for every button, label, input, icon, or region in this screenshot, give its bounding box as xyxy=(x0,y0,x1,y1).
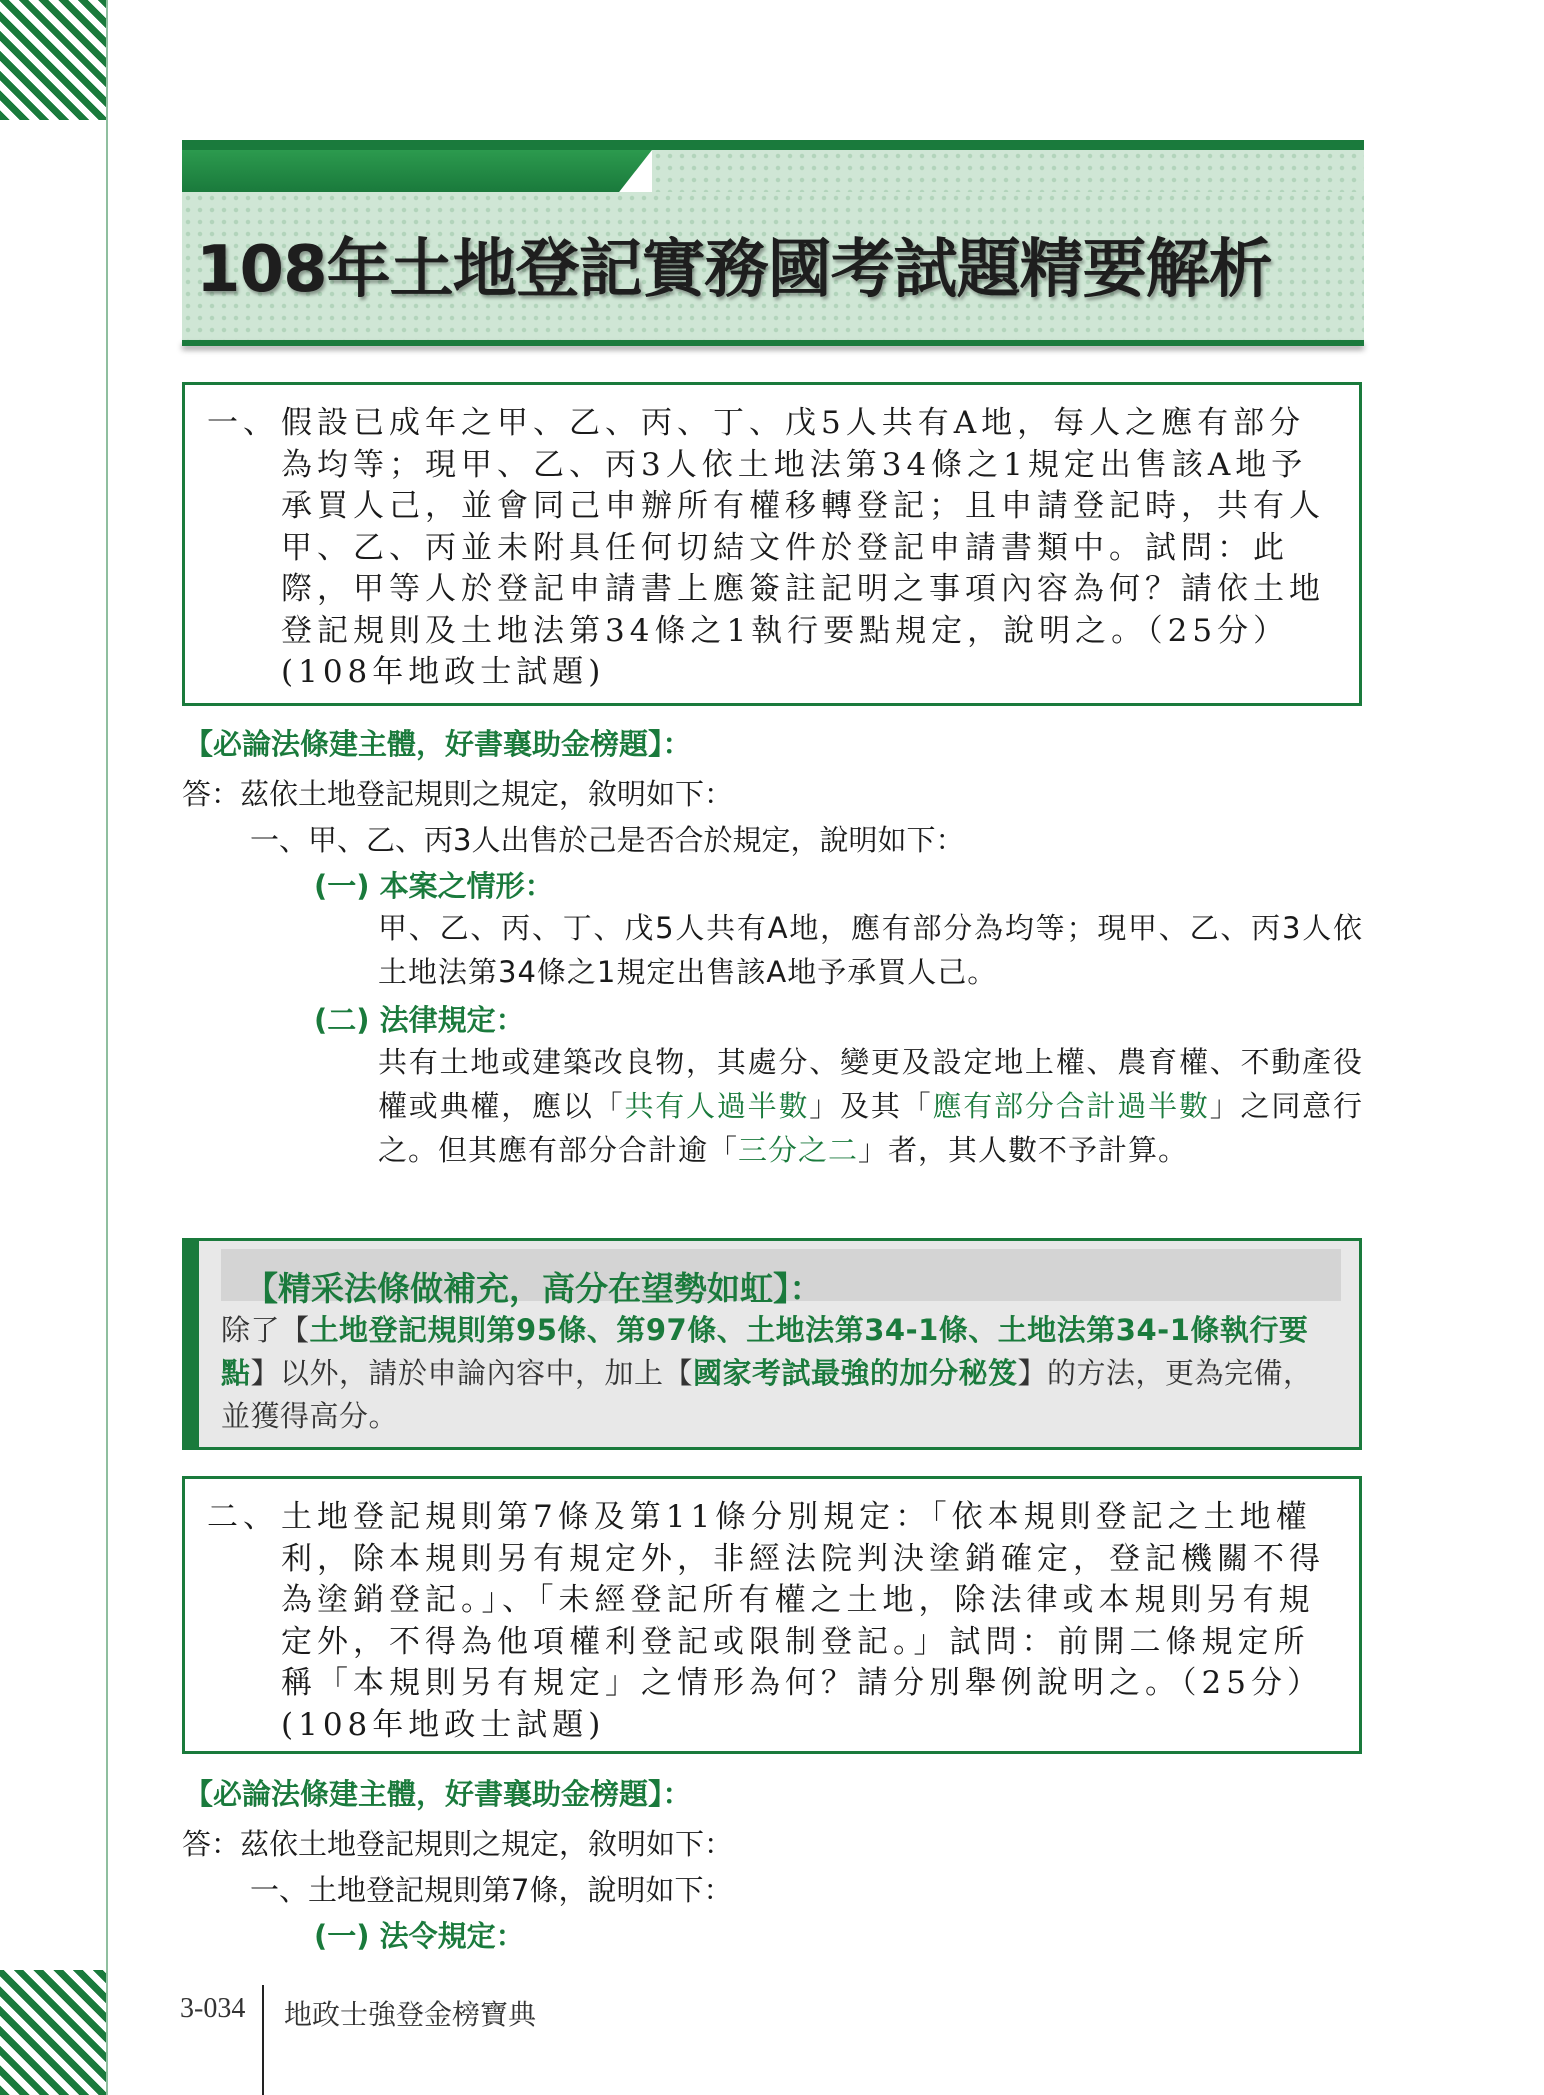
highlight: 三分之二 xyxy=(738,1133,859,1167)
title-tab xyxy=(182,150,652,192)
text: 】的方法，更為完備，並獲得高分。 xyxy=(221,1356,1313,1433)
page-number: 3-034 xyxy=(180,1993,246,2024)
highlight: 共有人過半數 xyxy=(624,1089,810,1123)
decorative-stripe-bottom xyxy=(0,1970,106,2095)
supplement-bar xyxy=(185,1241,199,1447)
margin-line xyxy=(106,0,108,2095)
title-banner xyxy=(182,140,1364,350)
question-box-2 xyxy=(182,1476,1362,1754)
paragraph-legal xyxy=(378,1040,1363,1172)
text: 】以外，請於申論內容中，加上【 xyxy=(250,1356,694,1390)
supplement-header xyxy=(221,1249,1341,1308)
question-number: 二、 xyxy=(207,1499,279,1535)
title-bottom-bar xyxy=(182,340,1364,346)
supplement-box xyxy=(182,1238,1362,1450)
text: 」及其「 xyxy=(809,1089,933,1123)
decorative-stripe-top xyxy=(0,0,106,120)
book-title: 地政士強登金榜寶典 xyxy=(284,1998,537,2031)
answer-point: 一、土地登記規則第7條，說明如下： xyxy=(250,1873,733,1907)
title-top-bar xyxy=(182,140,1364,150)
highlight: 應有部分合計過半數 xyxy=(932,1089,1210,1123)
paragraph: 甲、乙、丙、丁、戊5人共有A地，應有部分為均等；現甲、乙、丙3人依土地法第34條之1規定出售該A地予承買人己。 xyxy=(378,911,1363,989)
sub-heading: (一) 本案之情形： xyxy=(314,869,554,903)
question-text: 土地登記規則第7條及第11條分別規定：「依本規則登記之土地權利，除本規則另有規定外，非經法院判決塗銷確定，登記機關不得為塗銷登記。」、「未經登記所有權之土地，除法律或本規則另有規定外，不得為他項權利登記或限制登記。」試問：前開二條規定所稱「本規則另有規定」之情形為何？請分別舉例說明之。（25分）(108年地政士試題) xyxy=(281,1499,1325,1743)
page-title: 108年土地登記實務國考試題精要解析 xyxy=(196,233,1272,307)
answer-intro: 答：茲依土地登記規則之規定，敘明如下： xyxy=(182,777,734,811)
text: 」者，其人數不予計算。 xyxy=(858,1133,1189,1167)
section-heading: 【必論法條建主體，好書襄助金榜題】： xyxy=(184,727,692,761)
footer-divider xyxy=(262,1985,264,2095)
section-heading: 【必論法條建主體，好書襄助金榜題】： xyxy=(184,1777,692,1811)
title-pattern xyxy=(652,150,1364,192)
supplement-title: 【精采法條做補充，高分在望勢如虹】： xyxy=(245,1269,823,1308)
text: 除了【 xyxy=(221,1313,310,1347)
question-2 xyxy=(207,1497,1337,1746)
question-box-1 xyxy=(182,382,1362,706)
sub-heading: (一) 法令規定： xyxy=(314,1919,525,1953)
sub-heading: (二) 法律規定： xyxy=(314,1003,525,1037)
answer-intro: 答：茲依土地登記規則之規定，敘明如下： xyxy=(182,1827,734,1861)
highlight: 土地登記規則第95條、第97條、土地法第34-1條、土地法第34-1條執行要點 xyxy=(221,1313,1309,1390)
question-1 xyxy=(207,403,1337,694)
supplement-text xyxy=(221,1309,1341,1438)
answer-point: 一、甲、乙、丙3人出售於己是否合於規定，說明如下： xyxy=(250,823,965,857)
question-text: 假設已成年之甲、乙、丙、丁、戊5人共有A地，每人之應有部分為均等；現甲、乙、丙3人依土地法第34條之1規定出售該A地予承買人己，並會同己申辦所有權移轉登記；且申請登記時，共有人甲、乙、丙並未附具任何切結文件於登記申請書類中。試問：此際，甲等人於登記申請書上應簽註記明之事項內容為何？請依土地登記規則及土地法第34條之1執行要點規定，說明之。（25分）(108年地政士試題) xyxy=(281,405,1325,690)
highlight: 國家考試最強的加分秘笈 xyxy=(693,1356,1018,1390)
question-number: 一、 xyxy=(207,405,279,441)
text: 共有土地或建築改良物，其處分、變更及設定地上權、農育權、不動產役權或典權，應以「 xyxy=(378,1045,1363,1123)
text: 」之同意行之。但其應有部分合計逾「 xyxy=(378,1089,1363,1167)
